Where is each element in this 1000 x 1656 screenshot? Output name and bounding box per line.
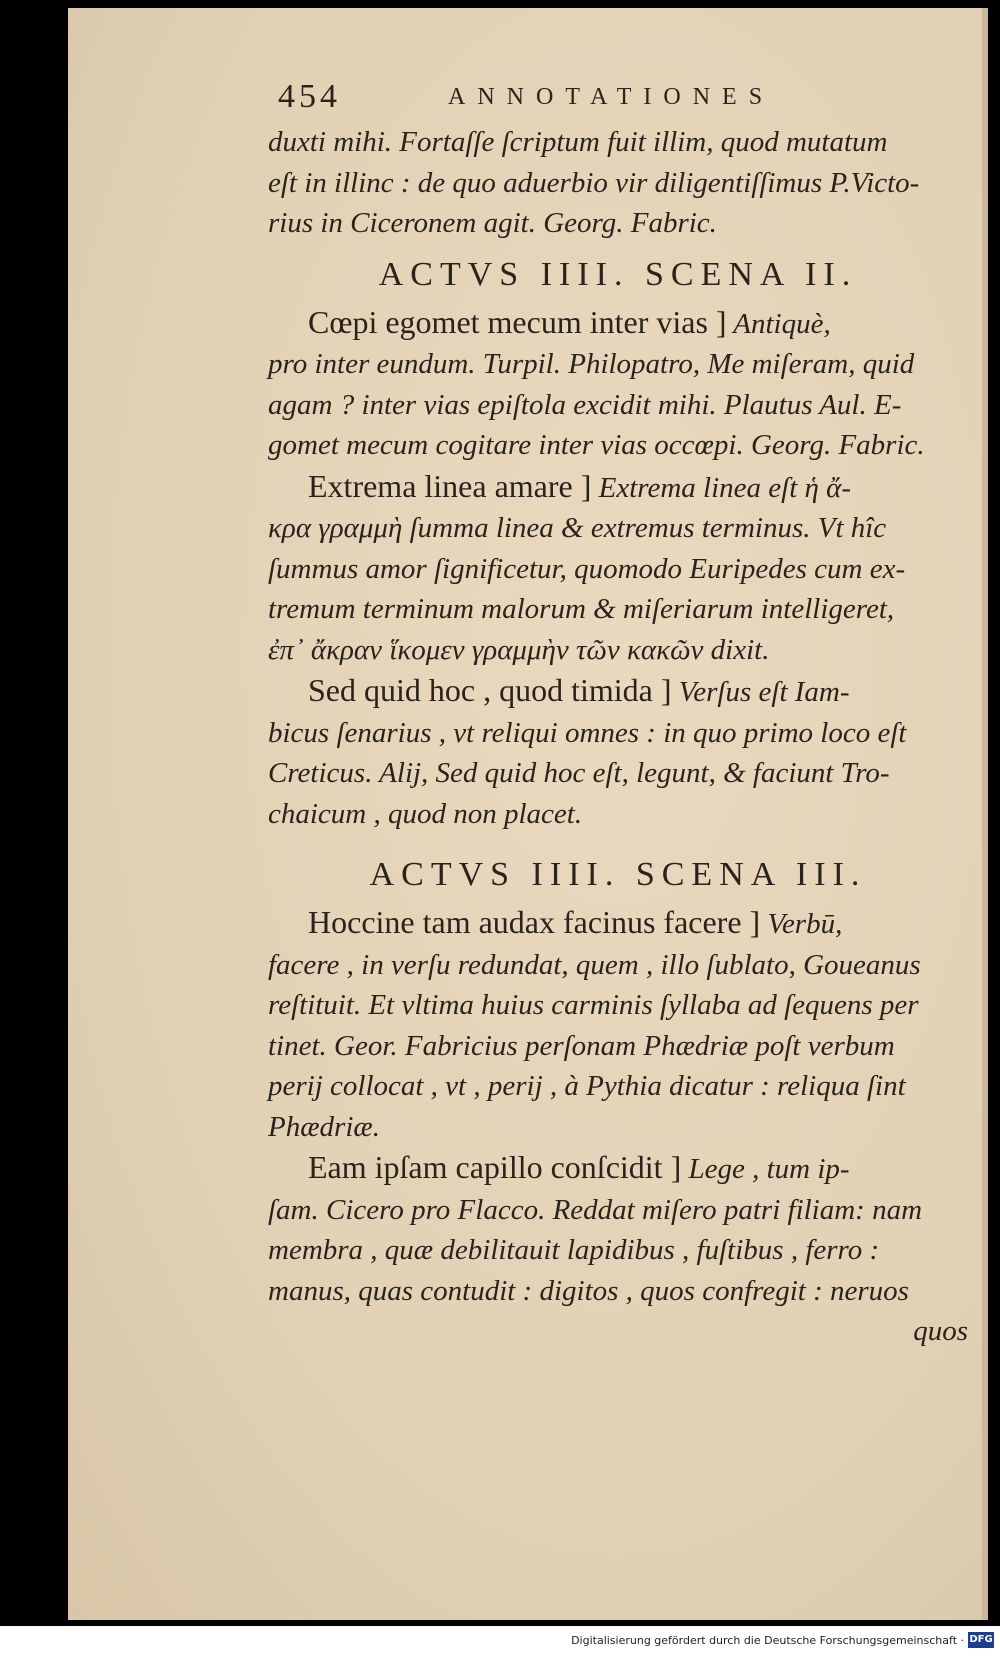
lemma-line: [268, 670, 968, 713]
text-line: κρα γραμμὴ ſumma linea & extremus terminus. Vt hîc: [268, 512, 887, 544]
page-edge: [982, 8, 988, 1620]
text-line: tinet. Geor. Fabricius perſonam Phædriæ poſt verbum: [268, 1029, 895, 1062]
text-line: duxti mihi. Fortaſſe ſcriptum fuit illim, quod mutatum: [268, 126, 888, 158]
lemma-line: [268, 466, 968, 509]
lemma-line: [268, 1147, 968, 1190]
text-line: perij collocat , vt , perij , à Pythia dicatur : reliqua ſint: [268, 1070, 906, 1102]
page-header: [268, 70, 968, 122]
lemma: Eam ipſam capillo conſcidit ]: [308, 1149, 682, 1185]
gloss: Extrema linea eſt ἡ ἄ-: [591, 471, 852, 504]
gloss: Antiquè,: [726, 307, 831, 340]
text-line: tremum terminum malorum & miſeriarum intelligeret,: [268, 593, 895, 625]
text-line: agam ? inter vias epiſtola excidit mihi. Plautus Aul. E-: [268, 388, 902, 421]
text-line: gomet mecum cogitare inter vias occœpi. Georg. Fabric.: [268, 429, 925, 461]
text-line: ſam. Cicero pro Flacco. Reddat miſero patri filiam: nam: [268, 1193, 923, 1226]
running-head: ANNOTATIONES: [448, 84, 775, 110]
lemma-line: [268, 302, 968, 345]
annotation-entry: [268, 302, 968, 466]
page-number: 454: [278, 78, 341, 115]
text-line: membra , quæ debilitauit lapidibus , fuſtibus , ferro :: [268, 1234, 880, 1266]
text-line: reſtituit. Et vltima huius carminis ſyllaba ad ſequens per: [268, 989, 919, 1021]
gloss: Verbū,: [760, 908, 843, 940]
scene-heading: ACTVS IIII. SCENA III.: [369, 856, 867, 893]
funding-credit: Digitalisierung gefördert durch die Deutsche Forschungsgemeinschaft ·: [571, 1634, 964, 1647]
scene-heading: ACTVS IIII. SCENA II.: [378, 255, 858, 293]
page-content: [268, 70, 968, 1352]
lemma: Hoccine tam audax facinus facere ]: [308, 904, 761, 940]
annotation-entry: [268, 902, 968, 1147]
gloss: Lege , tum ip-: [681, 1153, 850, 1185]
text-line: Creticus. Alij, Sed quid hoc eſt, legunt, & faciunt Tro-: [268, 757, 890, 789]
continued-annotation: [268, 122, 968, 244]
text-line: pro inter eundum. Turpil. Philopatro, Me miſeram, quid: [268, 348, 915, 380]
text-line: eſt in illinc : de quo aduerbio vir diligentiſſimus P.Victo-: [268, 166, 920, 199]
lemma: Extrema linea amare ]: [308, 467, 592, 504]
lemma: Sed quid hoc , quod timida ]: [308, 672, 672, 708]
lemma-line: [268, 902, 968, 945]
lemma: Cœpi egomet mecum inter vias ]: [308, 303, 727, 340]
text-line: Phædriæ.: [268, 1110, 380, 1143]
catchword: quos: [913, 1315, 968, 1347]
text-line: manus, quas contudit : digitos , quos confregit : neruos: [268, 1274, 909, 1307]
annotation-entry: [268, 670, 968, 834]
dfg-logo: DFG: [968, 1632, 994, 1648]
gloss: Verſus eſt Iam-: [671, 676, 850, 708]
text-line: rius in Ciceronem agit. Georg. Fabric.: [268, 207, 717, 239]
footer-bar: [0, 1626, 1000, 1656]
text-line: ſummus amor ſignificetur, quomodo Euripedes cum ex-: [268, 552, 906, 585]
annotation-entry: [268, 1147, 968, 1352]
greek-line: ἐπ᾽ ἄκραν ἵκομεν γραμμὴν τῶν κακῶν dixit.: [268, 633, 770, 666]
text-line: bicus ſenarius , vt reliqui omnes : in quo primo loco eſt: [268, 716, 907, 749]
annotation-entry: [268, 466, 968, 671]
text-line: chaicum , quod non placet.: [268, 797, 583, 830]
text-line: facere , in verſu redundat, quem , illo ſublato, Goueanus: [268, 948, 921, 981]
